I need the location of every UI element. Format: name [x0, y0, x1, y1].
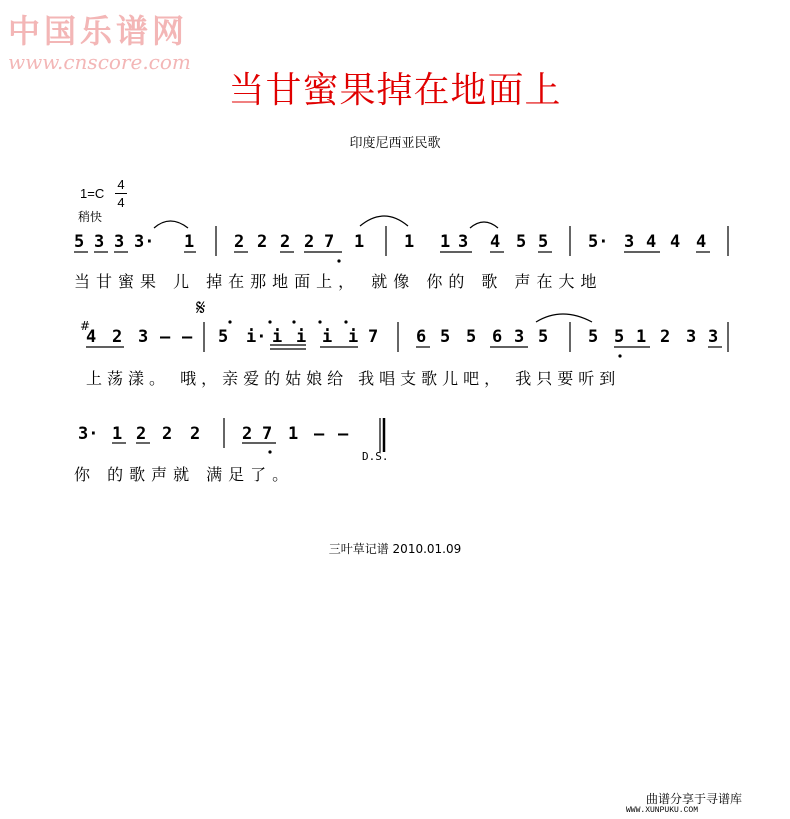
transcriber-credit: 三叶草记谱 2010.01.09 [328, 542, 462, 556]
score-subtitle: 印度尼西亚民歌 [349, 136, 441, 151]
lyrics-row-2: 上荡漾。 哦，亲爱的姑娘给 我唱支歌儿吧， 我只要听到 [86, 369, 621, 388]
share-text: 曲谱分享于寻谱库 [646, 792, 743, 806]
svg-text:#: # [80, 319, 91, 333]
ds-marking: D.S. [362, 450, 389, 463]
watermark-logo: 中国乐谱网 [8, 12, 189, 50]
time-signature-top: 4 [117, 177, 125, 192]
share-url: WWW.XUNPUKU.COM [626, 806, 699, 815]
key-signature: 1=C [80, 186, 105, 201]
score-title: 当甘蜜果掉在地面上 [228, 70, 562, 111]
watermark-url: www.cnscore.com [8, 50, 191, 74]
time-signature-bottom: 4 [117, 195, 125, 210]
lyrics-row-1: 当甘蜜果 儿 掉在那地面上， 就像 你的 歌 声在大地 [74, 272, 603, 291]
tempo-marking: 稍快 [78, 210, 103, 224]
segno-sign: 𝄋 [196, 296, 206, 321]
lyrics-row-3: 你 的歌声就 满足了。 [74, 465, 295, 484]
